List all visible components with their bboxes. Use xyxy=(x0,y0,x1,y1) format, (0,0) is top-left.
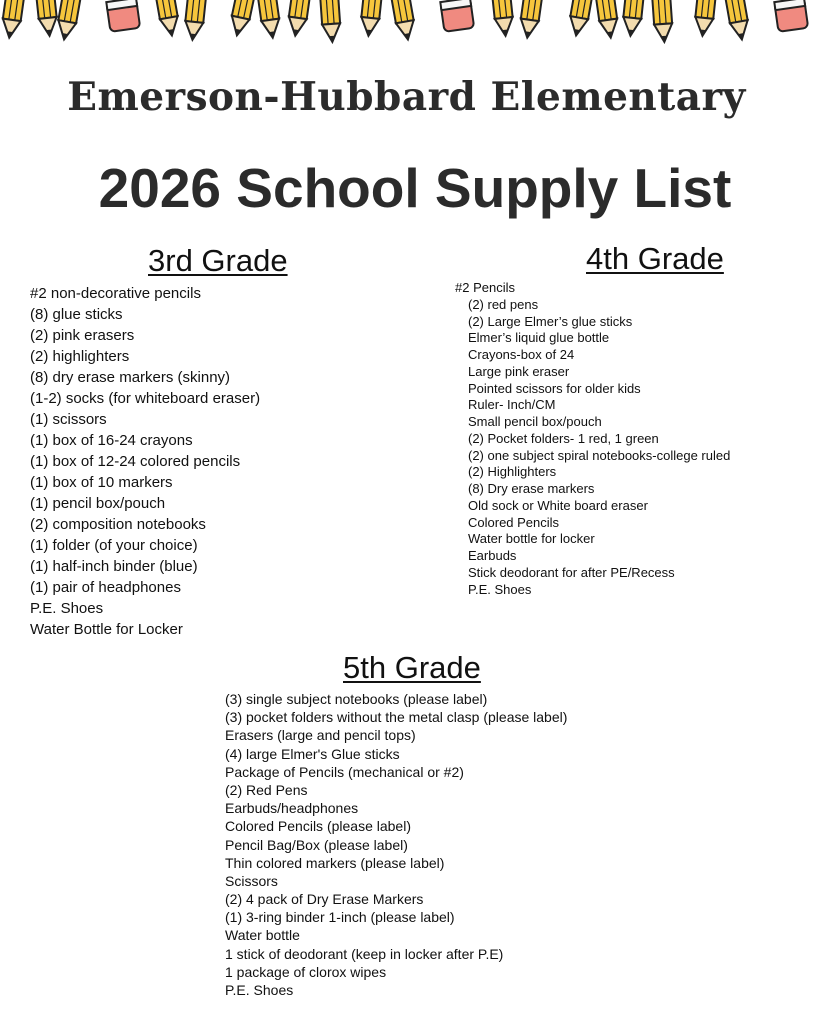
list-item: (2) composition notebooks xyxy=(30,516,206,533)
pencil-icon xyxy=(621,0,644,37)
list-item: (2) red pens xyxy=(468,296,539,312)
list-item: Erasers (large and pencil tops) xyxy=(225,727,416,744)
list-item: (2) Large Elmer’s glue sticks xyxy=(468,313,633,329)
pencil-icon xyxy=(55,0,80,41)
list-item: Water bottle xyxy=(225,927,300,944)
list-item: (3) pocket folders without the metal clasp (please label) xyxy=(225,709,568,726)
pencil-border xyxy=(0,0,813,46)
list-item: (1) box of 10 markers xyxy=(30,474,173,491)
list-item: (1-2) socks (for whiteboard eraser) xyxy=(30,390,261,407)
list-item: Pencil Bag/Box (please label) xyxy=(225,836,408,853)
pencil-icon xyxy=(567,0,592,37)
pencil-icon xyxy=(652,0,673,43)
list-item: Pointed scissors for older kids xyxy=(468,380,641,396)
list-item: Colored Pencils (please label) xyxy=(225,818,411,835)
list-item: (2) highlighters xyxy=(30,348,130,365)
list-item: (1) box of 12-24 colored pencils xyxy=(30,453,241,470)
list-item: P.E. Shoes xyxy=(225,982,294,998)
pencil-icon xyxy=(596,0,620,39)
eraser-icon xyxy=(774,0,808,32)
list-item: (1) folder (of your choice) xyxy=(30,537,198,554)
list-item: Earbuds/headphones xyxy=(225,800,359,817)
list-item: (2) pink erasers xyxy=(30,327,135,344)
list-item: (8) dry erase markers (skinny) xyxy=(30,369,231,386)
list-item: 1 package of clorox wipes xyxy=(225,963,387,980)
list-item: Water bottle for locker xyxy=(468,531,595,547)
list-item: (2) Highlighters xyxy=(468,464,557,480)
pencil-icon xyxy=(258,0,282,39)
list-item: Earbuds xyxy=(468,548,517,563)
list-item: Crayons-box of 24 xyxy=(468,347,575,362)
list-item: (1) pencil box/pouch xyxy=(30,495,166,512)
list-item: (2) Pocket folders- 1 red, 1 green xyxy=(468,430,659,446)
list-item: P.E. Shoes xyxy=(468,581,532,597)
pencil-icon xyxy=(183,0,206,41)
list-item: (1) 3-ring binder 1-inch (please label) xyxy=(225,909,455,926)
grade4-supply-list xyxy=(455,280,731,598)
list-item: (4) large Elmer's Glue sticks xyxy=(225,745,400,762)
grade4-heading: 4th Grade xyxy=(586,241,724,276)
list-item: Large pink eraser xyxy=(468,363,570,379)
pencil-icon xyxy=(0,0,24,39)
eraser-icon xyxy=(106,0,140,32)
list-item: (8) glue sticks xyxy=(30,306,123,323)
pencil-icon xyxy=(359,0,382,37)
list-item: Thin colored markers (please label) xyxy=(225,854,445,871)
grade5-heading: 5th Grade xyxy=(343,650,481,685)
grade3-heading: 3rd Grade xyxy=(148,243,288,278)
list-item: #2 non-decorative pencils xyxy=(30,285,201,302)
list-item: #2 Pencils xyxy=(455,280,515,295)
list-item: (1) scissors xyxy=(30,411,107,428)
list-item: (1) half-inch binder (blue) xyxy=(30,558,198,575)
list-item: (2) Red Pens xyxy=(225,781,308,798)
pencil-icon xyxy=(391,0,416,41)
pencil-icon xyxy=(155,0,180,37)
page-title: 2026 School Supply List xyxy=(98,157,732,219)
list-item: Small pencil box/pouch xyxy=(468,414,602,429)
list-item: Stick deodorant for after PE/Recess xyxy=(468,564,675,580)
list-item: 1 stick of deodorant (keep in locker after P.E) xyxy=(225,945,504,962)
pencil-icon xyxy=(228,0,255,37)
list-item: Water Bottle for Locker xyxy=(30,621,183,638)
pencil-icon xyxy=(725,0,750,41)
list-item: (2) 4 pack of Dry Erase Markers xyxy=(225,891,424,908)
list-item: (2) one subject spiral notebooks-college ruled xyxy=(468,447,731,463)
pencil-icon xyxy=(693,0,716,37)
list-item: Old sock or White board eraser xyxy=(468,497,648,513)
list-item: Elmer’s liquid glue bottle xyxy=(468,330,610,346)
list-item: P.E. Shoes xyxy=(30,600,104,617)
list-item: (8) Dry erase markers xyxy=(468,481,595,496)
pencil-icon xyxy=(286,0,310,37)
school-name: Emerson-Hubbard Elementary xyxy=(67,74,746,120)
list-item: (1) box of 16-24 crayons xyxy=(30,432,193,449)
grade3-supply-list xyxy=(30,283,260,640)
list-item: Scissors xyxy=(225,872,278,889)
list-item: Ruler- Inch/CM xyxy=(468,397,556,413)
pencil-icon xyxy=(492,0,515,37)
eraser-icon xyxy=(440,0,474,32)
grade5-supply-list xyxy=(225,690,567,999)
pencil-icon xyxy=(36,0,59,37)
list-item: Package of Pencils (mechanical or #2) xyxy=(225,763,464,780)
pencil-border-art xyxy=(0,0,813,46)
list-item: (1) pair of headphones xyxy=(30,579,181,596)
list-item: Colored Pencils xyxy=(468,514,560,530)
list-item: (3) single subject notebooks (please label) xyxy=(225,691,488,707)
pencil-icon xyxy=(320,0,341,43)
pencil-icon xyxy=(518,0,542,39)
